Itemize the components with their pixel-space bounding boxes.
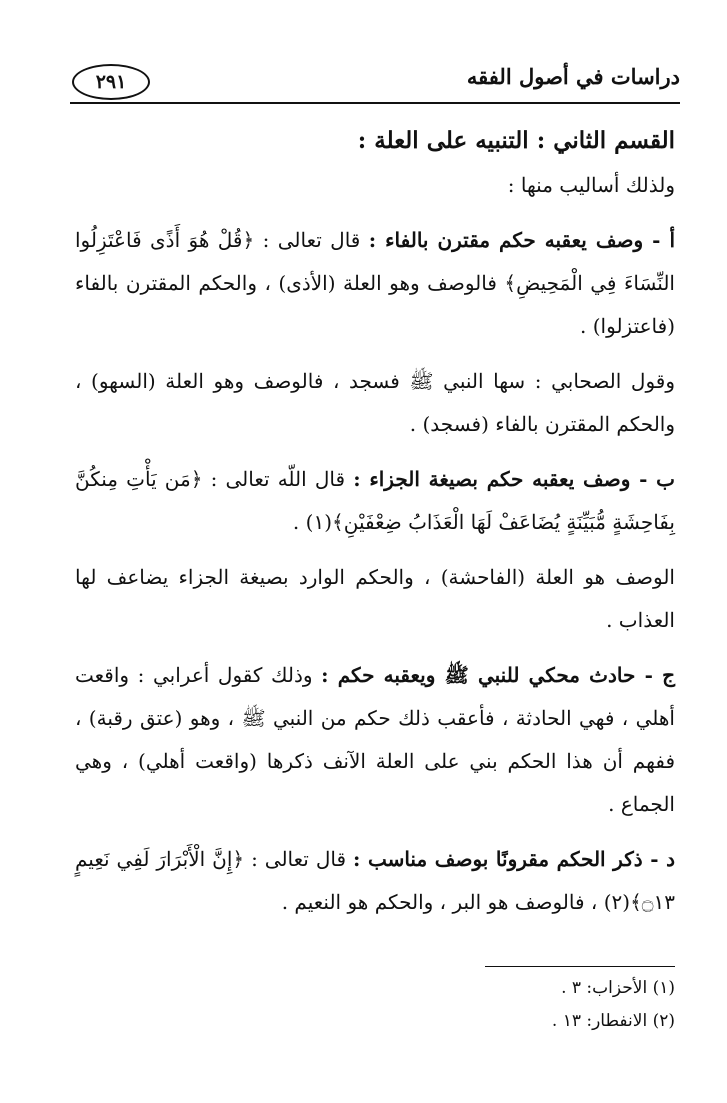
item-c-paragraph bbox=[75, 654, 675, 826]
item-a2-paragraph: وقول الصحابي : سها النبي ﷺ فسجد ، فالوصف وهو العلة (السهو) ، والحكم المقترن بالفاء (فسجد) . bbox=[75, 369, 675, 436]
intro-paragraph: ولذلك أساليب منها : bbox=[507, 173, 675, 197]
footnote-divider bbox=[485, 966, 675, 967]
item-b2-paragraph: الوصف هو العلة (الفاحشة) ، والحكم الوارد بصيغة الجزاء يضاعف لها العذاب . bbox=[75, 565, 675, 632]
footnote-1: (١) الأحزاب: ٣ . bbox=[561, 978, 675, 998]
section-title: القسم الثاني : التنبيه على العلة : bbox=[357, 127, 675, 154]
footnotes bbox=[75, 972, 675, 1038]
page-number: ٢٩١ bbox=[72, 64, 150, 100]
item-d-text: قال تعالى : ﴿إِنَّ الْأَبْرَارَ لَفِي نَعِيمٍ ۝١٣﴾(٢) ، فالوصف هو البر ، والحكم هو النعيم . bbox=[75, 847, 675, 914]
item-a-text: قال تعالى : ﴿قُلْ هُوَ أَذًى فَاعْتَزِلُوا النِّسَاءَ فِي الْمَحِيضِ﴾ فالوصف وهو العلة (الأذى) ، والحكم المقترن بالفاء (فاعتزلوا) . bbox=[75, 228, 675, 338]
body-text bbox=[75, 118, 675, 924]
item-d-paragraph bbox=[75, 838, 675, 924]
running-title: دراسات في أصول الفقه bbox=[466, 64, 680, 89]
item-b-heading: ب - وصف يعقبه حكم بصيغة الجزاء : bbox=[353, 467, 675, 491]
item-d-heading: د - ذكر الحكم مقرونًا بوصف مناسب : bbox=[352, 847, 675, 871]
item-c-text: وذلك كقول أعرابي : واقعت أهلي ، فهي الحادثة ، فأعقب ذلك حكم من النبي ﷺ ، وهو (عتق رقبة) ، ففهم أن هذا الحكم بني على العلة الآنف ذكرها (واقعت أهلي) ، وهي الجماع . bbox=[75, 663, 675, 816]
item-b-text: قال اللّه تعالى : ﴿مَن يَأْتِ مِنكُنَّ بِفَاحِشَةٍ مُّبَيِّنَةٍ يُضَاعَفْ لَهَا الْعَذَابُ ضِعْفَيْنِ﴾(١) . bbox=[75, 467, 675, 534]
item-a-paragraph bbox=[75, 219, 675, 348]
page-header bbox=[70, 58, 680, 104]
footnote-2: (٢) الانفطار: ١٣ . bbox=[551, 1011, 675, 1031]
header-divider bbox=[70, 102, 680, 104]
item-a-heading: أ - وصف يعقبه حكم مقترن بالفاء : bbox=[368, 228, 675, 252]
item-b-paragraph bbox=[75, 458, 675, 544]
item-c-heading: ج - حادث محكي للنبي ﷺ ويعقبه حكم : bbox=[321, 663, 675, 687]
